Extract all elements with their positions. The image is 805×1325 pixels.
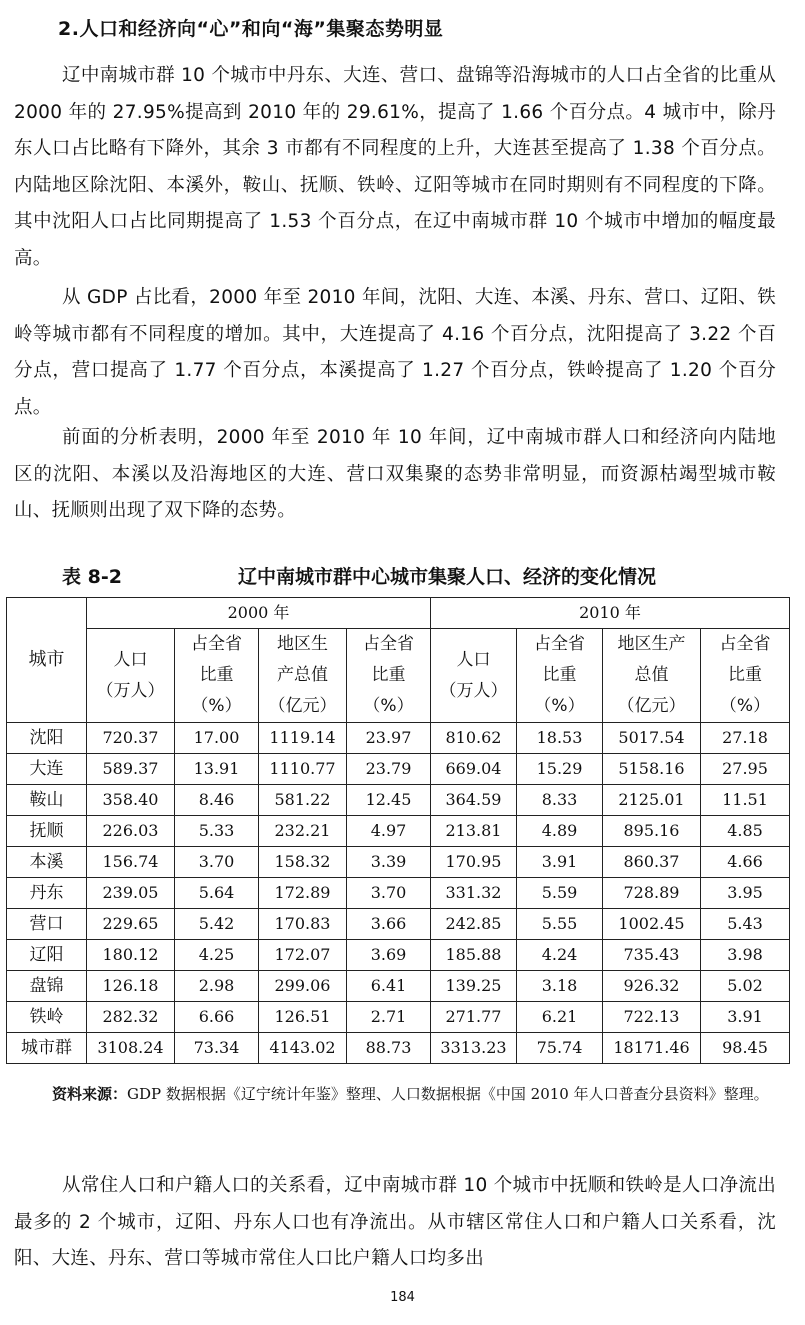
table-cell: 139.25 <box>431 971 517 1002</box>
table-row <box>7 940 790 971</box>
table-cell: 98.45 <box>701 1033 790 1064</box>
table-cell-city: 抚顺 <box>7 816 87 847</box>
table-cell: 3.39 <box>347 847 431 878</box>
table-cell: 331.32 <box>431 878 517 909</box>
table-cell-city: 辽阳 <box>7 940 87 971</box>
table-cell: 1119.14 <box>259 723 347 754</box>
header-gdp-2000: 地区生 产总值 （亿元） <box>259 629 347 723</box>
table-cell: 4.66 <box>701 847 790 878</box>
table-cell: 3.70 <box>347 878 431 909</box>
table-cell: 6.66 <box>175 1002 259 1033</box>
table-row <box>7 723 790 754</box>
table-cell: 3.91 <box>517 847 603 878</box>
table-cell: 126.51 <box>259 1002 347 1033</box>
paragraph-population: 辽中南城市群 10 个城市中丹东、大连、营口、盘锦等沿海城市的人口占全省的比重从 2000 年的 27.95%提高到 2010 年的 29.61%，提高了 1.66 个百分点。4 城市中，除丹东人口占比略有下降外，其余 3 市都有不同程度的上升，大连甚至提高了 1.38 个百分点。内陆地区除沈阳、本溪外，鞍山、抚顺、铁岭、辽阳等城市在同时期则有不同程度的下降。其中沈阳人口占比同期提高了 1.53 个百分点，在辽中南城市群 10 个城市中增加的幅度最高。 <box>14 65 776 269</box>
table-cell-city: 沈阳 <box>7 723 87 754</box>
table-cell: 581.22 <box>259 785 347 816</box>
table-cell: 735.43 <box>603 940 701 971</box>
table-cell: 2.98 <box>175 971 259 1002</box>
table-row <box>7 878 790 909</box>
table-cell: 5.42 <box>175 909 259 940</box>
table-cell: 5.33 <box>175 816 259 847</box>
table-cell: 88.73 <box>347 1033 431 1064</box>
section-heading: 2.人口和经济向“心”和向“海”集聚态势明显 <box>58 18 444 40</box>
table-number: 表 8-2 <box>62 566 122 588</box>
paragraph-summary: 前面的分析表明，2000 年至 2010 年 10 年间，辽中南城市群人口和经济向内陆地区的沈阳、本溪以及沿海地区的大连、营口双集聚的态势非常明显，而资源枯竭型城市鞍山、抚顺则出现了双下降的态势。 <box>14 427 776 521</box>
table-cell: 23.97 <box>347 723 431 754</box>
table-cell: 1110.77 <box>259 754 347 785</box>
table-cell: 4.25 <box>175 940 259 971</box>
table-cell: 5.43 <box>701 909 790 940</box>
table-row <box>7 816 790 847</box>
source-text: GDP 数据根据《辽宁统计年鉴》整理、人口数据根据《中国 2010 年人口普查分县资料》整理。 <box>127 1085 769 1103</box>
table-cell-city: 盘锦 <box>7 971 87 1002</box>
table-cell: 11.51 <box>701 785 790 816</box>
header-year-2010: 2010 年 <box>431 598 790 629</box>
table-cell: 728.89 <box>603 878 701 909</box>
paragraph-residents: 从常住人口和户籍人口的关系看，辽中南城市群 10 个城市中抚顺和铁岭是人口净流出最多的 2 个城市，辽阳、丹东人口也有净流出。从市辖区常住人口和户籍人口关系看，沈阳、大连、丹东、营口等城市常住人口比户籍人口均多出 <box>14 1175 776 1269</box>
table-row <box>7 971 790 1002</box>
table-cell: 3.69 <box>347 940 431 971</box>
header-pop-2010: 人口 （万人） <box>431 629 517 723</box>
table-cell: 213.81 <box>431 816 517 847</box>
table-cell: 3313.23 <box>431 1033 517 1064</box>
table-cell: 170.95 <box>431 847 517 878</box>
page-number: 184 <box>390 1290 415 1305</box>
table-cell: 75.74 <box>517 1033 603 1064</box>
table-row <box>7 1002 790 1033</box>
table-cell: 5.64 <box>175 878 259 909</box>
header-city: 城市 <box>7 598 87 723</box>
table-cell: 3108.24 <box>87 1033 175 1064</box>
table-cell: 5.59 <box>517 878 603 909</box>
table-cell: 8.33 <box>517 785 603 816</box>
table-cell: 1002.45 <box>603 909 701 940</box>
table-cell: 860.37 <box>603 847 701 878</box>
header-year-2000: 2000 年 <box>87 598 431 629</box>
table-cell: 299.06 <box>259 971 347 1002</box>
table-cell: 358.40 <box>87 785 175 816</box>
table-body <box>7 723 790 1064</box>
table-cell: 3.95 <box>701 878 790 909</box>
table-cell-city: 铁岭 <box>7 1002 87 1033</box>
table-cell: 242.85 <box>431 909 517 940</box>
header-gdp-2010: 地区生产 总值 （亿元） <box>603 629 701 723</box>
table-row <box>7 1033 790 1064</box>
header-pop-share-2010: 占全省 比重 （%） <box>517 629 603 723</box>
table-cell: 720.37 <box>87 723 175 754</box>
table-row <box>7 754 790 785</box>
table-cell: 158.32 <box>259 847 347 878</box>
table-cell: 4.97 <box>347 816 431 847</box>
table-cell: 73.34 <box>175 1033 259 1064</box>
header-pop-share-2000: 占全省 比重 （%） <box>175 629 259 723</box>
header-gdp-share-2000: 占全省 比重 （%） <box>347 629 431 723</box>
source-label: 资料来源： <box>52 1085 128 1103</box>
table-cell: 810.62 <box>431 723 517 754</box>
table-cell: 12.45 <box>347 785 431 816</box>
table-cell: 4.85 <box>701 816 790 847</box>
table-cell: 18.53 <box>517 723 603 754</box>
table-cell-city: 鞍山 <box>7 785 87 816</box>
table-cell: 180.12 <box>87 940 175 971</box>
table-row <box>7 847 790 878</box>
table-cell: 3.91 <box>701 1002 790 1033</box>
table-cell: 282.32 <box>87 1002 175 1033</box>
table-cell: 27.95 <box>701 754 790 785</box>
table-cell: 5.55 <box>517 909 603 940</box>
table-cell: 722.13 <box>603 1002 701 1033</box>
table-cell: 226.03 <box>87 816 175 847</box>
table-cell-city: 大连 <box>7 754 87 785</box>
table-cell: 895.16 <box>603 816 701 847</box>
table-cell: 6.21 <box>517 1002 603 1033</box>
table-cell: 4.24 <box>517 940 603 971</box>
table-cell: 5017.54 <box>603 723 701 754</box>
table-cell: 6.41 <box>347 971 431 1002</box>
table-cell: 3.70 <box>175 847 259 878</box>
table-cell: 172.07 <box>259 940 347 971</box>
table-cell: 232.21 <box>259 816 347 847</box>
header-gdp-share-2010: 占全省 比重 （%） <box>701 629 790 723</box>
table-cell: 172.89 <box>259 878 347 909</box>
table-cell: 2.71 <box>347 1002 431 1033</box>
header-pop-2000: 人口 （万人） <box>87 629 175 723</box>
table-cell: 239.05 <box>87 878 175 909</box>
table-cell: 5.02 <box>701 971 790 1002</box>
table-row <box>7 785 790 816</box>
table-cell-city: 本溪 <box>7 847 87 878</box>
table-cell: 18171.46 <box>603 1033 701 1064</box>
table-cell: 185.88 <box>431 940 517 971</box>
table-cell-city: 丹东 <box>7 878 87 909</box>
table-cell: 364.59 <box>431 785 517 816</box>
table-cell: 589.37 <box>87 754 175 785</box>
paragraph-gdp: 从 GDP 占比看，2000 年至 2010 年间，沈阳、大连、本溪、丹东、营口、辽阳、铁岭等城市都有不同程度的增加。其中，大连提高了 4.16 个百分点，沈阳提高了 3.22 个百分点，营口提高了 1.77 个百分点，本溪提高了 1.27 个百分点，铁岭提高了 1.20 个百分点。 <box>14 287 776 418</box>
table-cell: 3.66 <box>347 909 431 940</box>
table-cell: 4.89 <box>517 816 603 847</box>
table-cell: 23.79 <box>347 754 431 785</box>
table-row <box>7 909 790 940</box>
table-cell: 4143.02 <box>259 1033 347 1064</box>
table-cell: 271.77 <box>431 1002 517 1033</box>
table-cell: 5158.16 <box>603 754 701 785</box>
table-cell: 13.91 <box>175 754 259 785</box>
table-cell-city: 营口 <box>7 909 87 940</box>
table-cell: 170.83 <box>259 909 347 940</box>
table-cell: 3.18 <box>517 971 603 1002</box>
table-cell: 15.29 <box>517 754 603 785</box>
table-cell: 126.18 <box>87 971 175 1002</box>
table-cell: 8.46 <box>175 785 259 816</box>
table-cell: 229.65 <box>87 909 175 940</box>
table-cell: 3.98 <box>701 940 790 971</box>
table-cell: 926.32 <box>603 971 701 1002</box>
table-cell: 27.18 <box>701 723 790 754</box>
table-cell: 2125.01 <box>603 785 701 816</box>
table-cell: 156.74 <box>87 847 175 878</box>
city-data-table <box>6 597 790 1064</box>
table-title: 辽中南城市群中心城市集聚人口、经济的变化情况 <box>238 566 657 588</box>
table-cell: 17.00 <box>175 723 259 754</box>
table-cell: 669.04 <box>431 754 517 785</box>
table-source-note <box>28 1080 780 1109</box>
table-cell-city: 城市群 <box>7 1033 87 1064</box>
